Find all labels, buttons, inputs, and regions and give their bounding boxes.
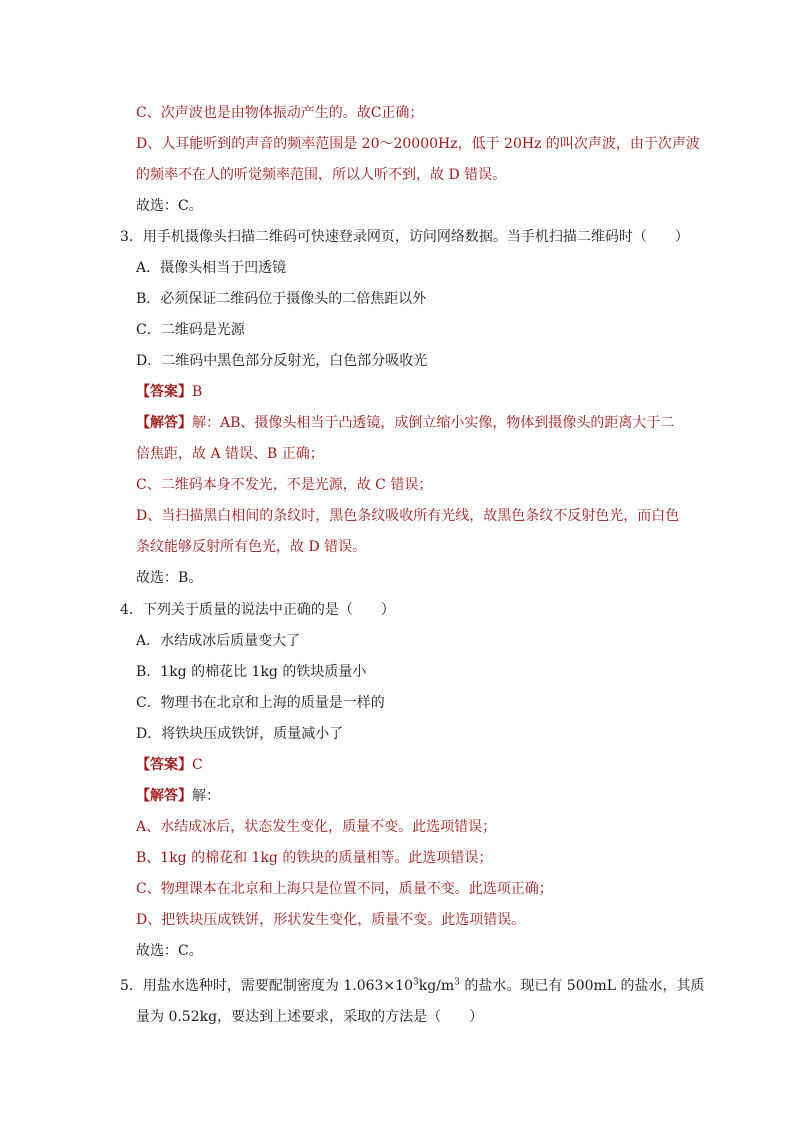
analysis-text: 解： <box>192 788 220 804</box>
q4-option-d: D．将铁块压成铁饼，质量减小了 <box>136 726 344 742</box>
q3-option-b: B．必须保证二维码位于摄像头的二倍焦距以外 <box>136 291 427 307</box>
analysis-text: 解：AB、摄像头相当于凸透镜，成倒立缩小实像，物体到摄像头的距离大于二 <box>192 415 675 431</box>
analysis-tag: 【解答】 <box>136 788 192 804</box>
q4-analysis-intro <box>136 786 220 806</box>
answer-tag: 【答案】 <box>136 384 192 400</box>
q2-analysis-d-line2: 的频率不在人的听觉频率范围，所以人听不到，故 D 错误。 <box>136 167 507 183</box>
answer-value: C <box>192 757 203 773</box>
q3-analysis-line5: 条纹能够反射所有色光，故 D 错误。 <box>136 539 367 555</box>
q5-stem-line1 <box>120 976 705 996</box>
q2-choose: 故选：C。 <box>136 198 203 214</box>
q5-stem-post: 的盐水。现已有 500mL 的盐水，其质 <box>459 978 705 994</box>
q5-exponent-2: 3 <box>454 977 460 988</box>
q4-analysis-c: C、物理课本在北京和上海只是位置不同，质量不变。此选项正确； <box>136 881 553 897</box>
answer-value: B <box>192 384 203 400</box>
q4-stem: 4．下列关于质量的说法中正确的是（ ） <box>120 602 395 618</box>
q4-analysis-b: B、1kg 的棉花和 1kg 的铁块的质量相等。此选项错误； <box>136 850 493 866</box>
q3-option-c: C．二维码是光源 <box>136 322 245 338</box>
analysis-tag: 【解答】 <box>136 415 192 431</box>
q5-stem-line2: 量为 0.52kg，要达到上述要求，采取的方法是（ ） <box>136 1009 484 1025</box>
q3-option-d: D．二维码中黑色部分反射光，白色部分吸收光 <box>136 353 428 369</box>
q3-answer <box>136 382 202 402</box>
q3-analysis-line1 <box>136 413 674 433</box>
q4-answer <box>136 755 203 775</box>
q5-stem-mid: kg/m <box>418 978 455 994</box>
q3-option-a: A．摄像头相当于凹透镜 <box>136 260 287 276</box>
q2-analysis-c: C、次声波也是由物体振动产生的。故C正确； <box>136 105 424 121</box>
q4-analysis-d: D、把铁块压成铁饼，形状发生变化，质量不变。此选项错误。 <box>136 912 526 928</box>
q2-analysis-d-line1: D、人耳能听到的声音的频率范围是 20～20000Hz，低于 20Hz 的叫次声波，由于次声波 <box>136 136 700 152</box>
q3-stem: 3．用手机摄像头扫描二维码可快速登录网页，访问网络数据。当手机扫描二维码时（ ） <box>120 229 689 245</box>
answer-tag: 【答案】 <box>136 757 192 773</box>
q3-analysis-line2: 倍焦距，故 A 错误、B 正确； <box>136 446 324 462</box>
q3-choose: 故选：B。 <box>136 570 203 586</box>
q4-option-a: A．水结成冰后质量变大了 <box>136 633 301 649</box>
q4-option-c: C．物理书在北京和上海的质量是一样的 <box>136 695 385 711</box>
q4-analysis-a: A、水结成冰后，状态发生变化，质量不变。此选项错误； <box>136 819 497 835</box>
q4-option-b: B．1kg 的棉花比 1kg 的铁块质量小 <box>136 664 367 680</box>
q3-analysis-line4: D、当扫描黑白相间的条纹时，黑色条纹吸收所有光线，故黑色条纹不反射色光，而白色 <box>136 508 680 524</box>
q3-analysis-line3: C、二维码本身不发光，不是光源，故 C 错误； <box>136 477 433 493</box>
q5-exponent-1: 3 <box>412 977 419 988</box>
q5-stem-pre: 5．用盐水选种时，需要配制密度为 1.063×10 <box>120 978 413 994</box>
q4-choose: 故选：C。 <box>136 943 203 959</box>
